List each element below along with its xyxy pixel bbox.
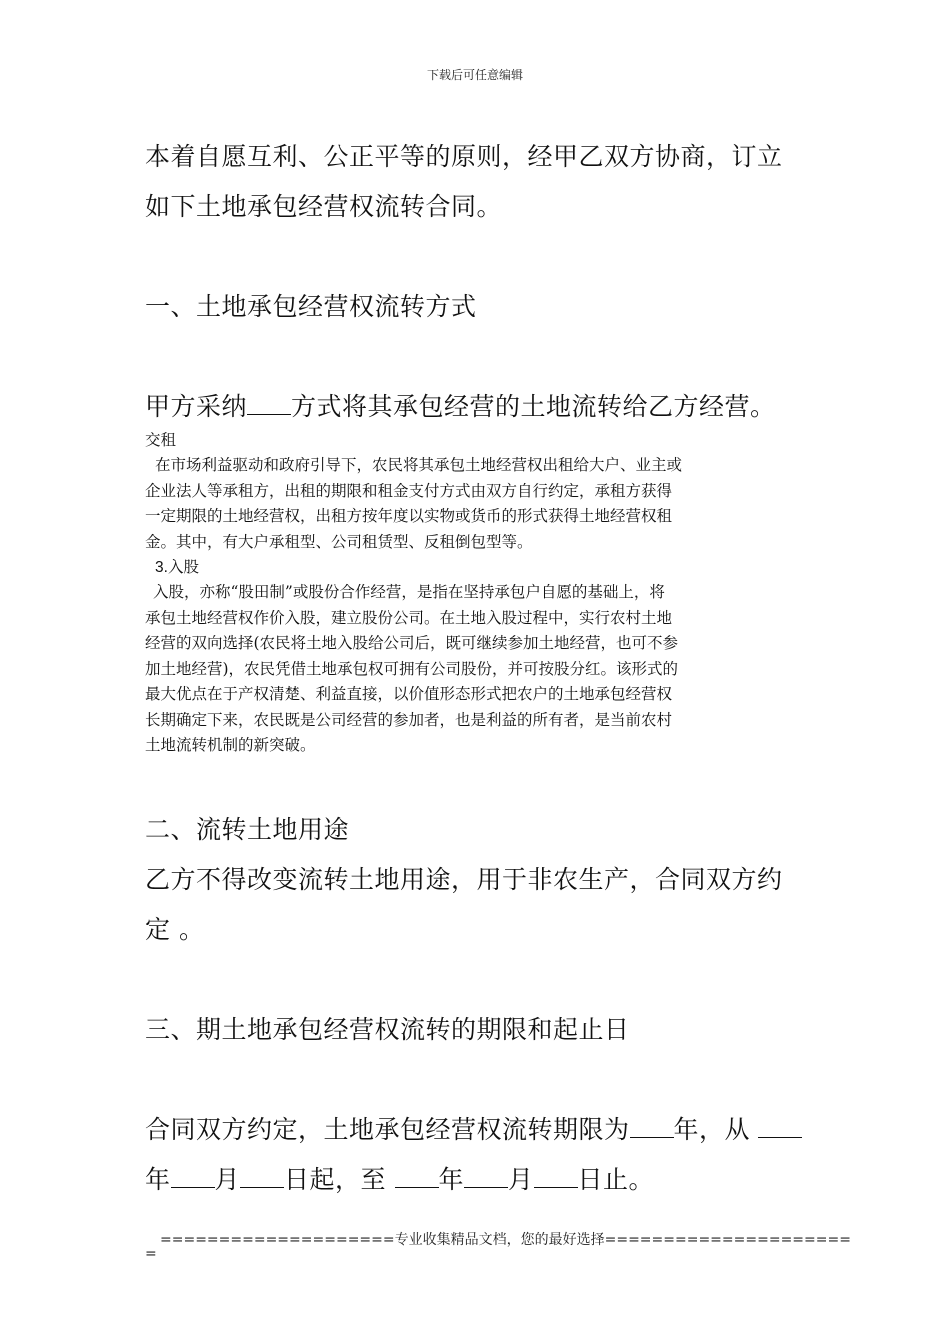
- share-line: 最大优点在于产权清楚、利益直接，以价值形态形式把农户的土地承包经营权: [145, 685, 673, 703]
- term-text-e: 日起，至: [284, 1165, 387, 1194]
- share-line: 承包土地经营权作价入股，建立股份公司。在土地入股过程中，实行农村土地: [145, 608, 673, 627]
- start-year-blank: [758, 1115, 802, 1138]
- share-line: 入股，亦称“股田制”或股份合作经营，是指在坚持承包户自愿的基础上，将: [153, 583, 665, 601]
- lease-paragraph: [145, 453, 810, 555]
- term-text-g: 月: [508, 1165, 534, 1194]
- end-day-blank: [534, 1165, 578, 1188]
- section1-heading: 一、土地承包经营权流转方式: [145, 292, 477, 321]
- term-text-f: 年: [438, 1165, 465, 1194]
- term-text-c: 年: [145, 1165, 171, 1194]
- term-text-b: 年，从: [673, 1115, 751, 1144]
- share-title-text: 入股: [167, 558, 199, 576]
- term-line-2: [145, 1160, 654, 1196]
- term-text-a: 合同双方约定，土地承包经营权流转期限为: [145, 1115, 630, 1144]
- lease-line: 金。其中，有大户承租型、公司租赁型、反租倒包型等。: [145, 532, 533, 551]
- lease-line: 在市场利益驱动和政府引导下，农民将其承包土地经营权出租给大户、业主或: [155, 456, 683, 474]
- share-line: 加土地经营)，农民凭借土地承包权可拥有公司股份，并可按股分红。该形式的: [145, 659, 679, 678]
- end-year-blank: [395, 1165, 439, 1188]
- start-month-blank: [171, 1165, 215, 1188]
- footer-line-1: ====================专业收集精品文档，您的最好选择=====================: [160, 1232, 851, 1248]
- usage-line-1: 乙方不得改变流转土地用途，用于非农生产，合同双方约: [145, 865, 783, 894]
- method-text-before: 甲方采纳: [145, 392, 248, 421]
- share-line: 经营的双向选择(农民将土地入股给公司后，既可继续参加土地经营，也可不参: [145, 634, 679, 652]
- intro-line-1: 本着自愿互利、公正平等的原则，经甲乙双方协商，订立: [145, 142, 783, 171]
- term-text-h: 日止。: [577, 1165, 655, 1194]
- share-line: 长期确定下来，农民既是公司经营的参加者，也是利益的所有者，是当前农村: [145, 710, 673, 729]
- share-number: 3.: [155, 559, 168, 576]
- share-line: 土地流转机制的新突破。: [145, 736, 316, 754]
- section2-heading: 二、流转土地用途: [145, 815, 350, 844]
- share-paragraph: [145, 580, 810, 759]
- section3-heading: 三、期土地承包经营权流转的期限和起止日: [145, 1015, 630, 1044]
- start-day-blank: [240, 1165, 284, 1188]
- page-header: 下载后可任意编辑: [426, 68, 523, 82]
- end-month-blank: [464, 1165, 508, 1188]
- lease-line: 一定期限的土地经营权，出租方按年度以实物或货币的形式获得土地经营权租: [145, 507, 673, 525]
- lease-title: 交租: [145, 431, 177, 449]
- term-line-1: [145, 1110, 802, 1146]
- term-years-blank: [630, 1115, 674, 1138]
- term-text-d: 月: [214, 1165, 241, 1194]
- method-text-after: 方式将其承包经营的土地流转给乙方经营。: [291, 392, 776, 421]
- method-blank: [247, 392, 291, 415]
- footer-line-2: =: [145, 1246, 157, 1262]
- lease-line: 企业法人等承租方，出租的期限和租金支付方式由双方自行约定，承租方获得: [145, 481, 673, 500]
- usage-line-2: 定 。: [145, 915, 205, 944]
- share-title: [155, 555, 199, 581]
- method-sentence: [145, 387, 776, 423]
- intro-line-2: 如下土地承包经营权流转合同。: [145, 192, 503, 221]
